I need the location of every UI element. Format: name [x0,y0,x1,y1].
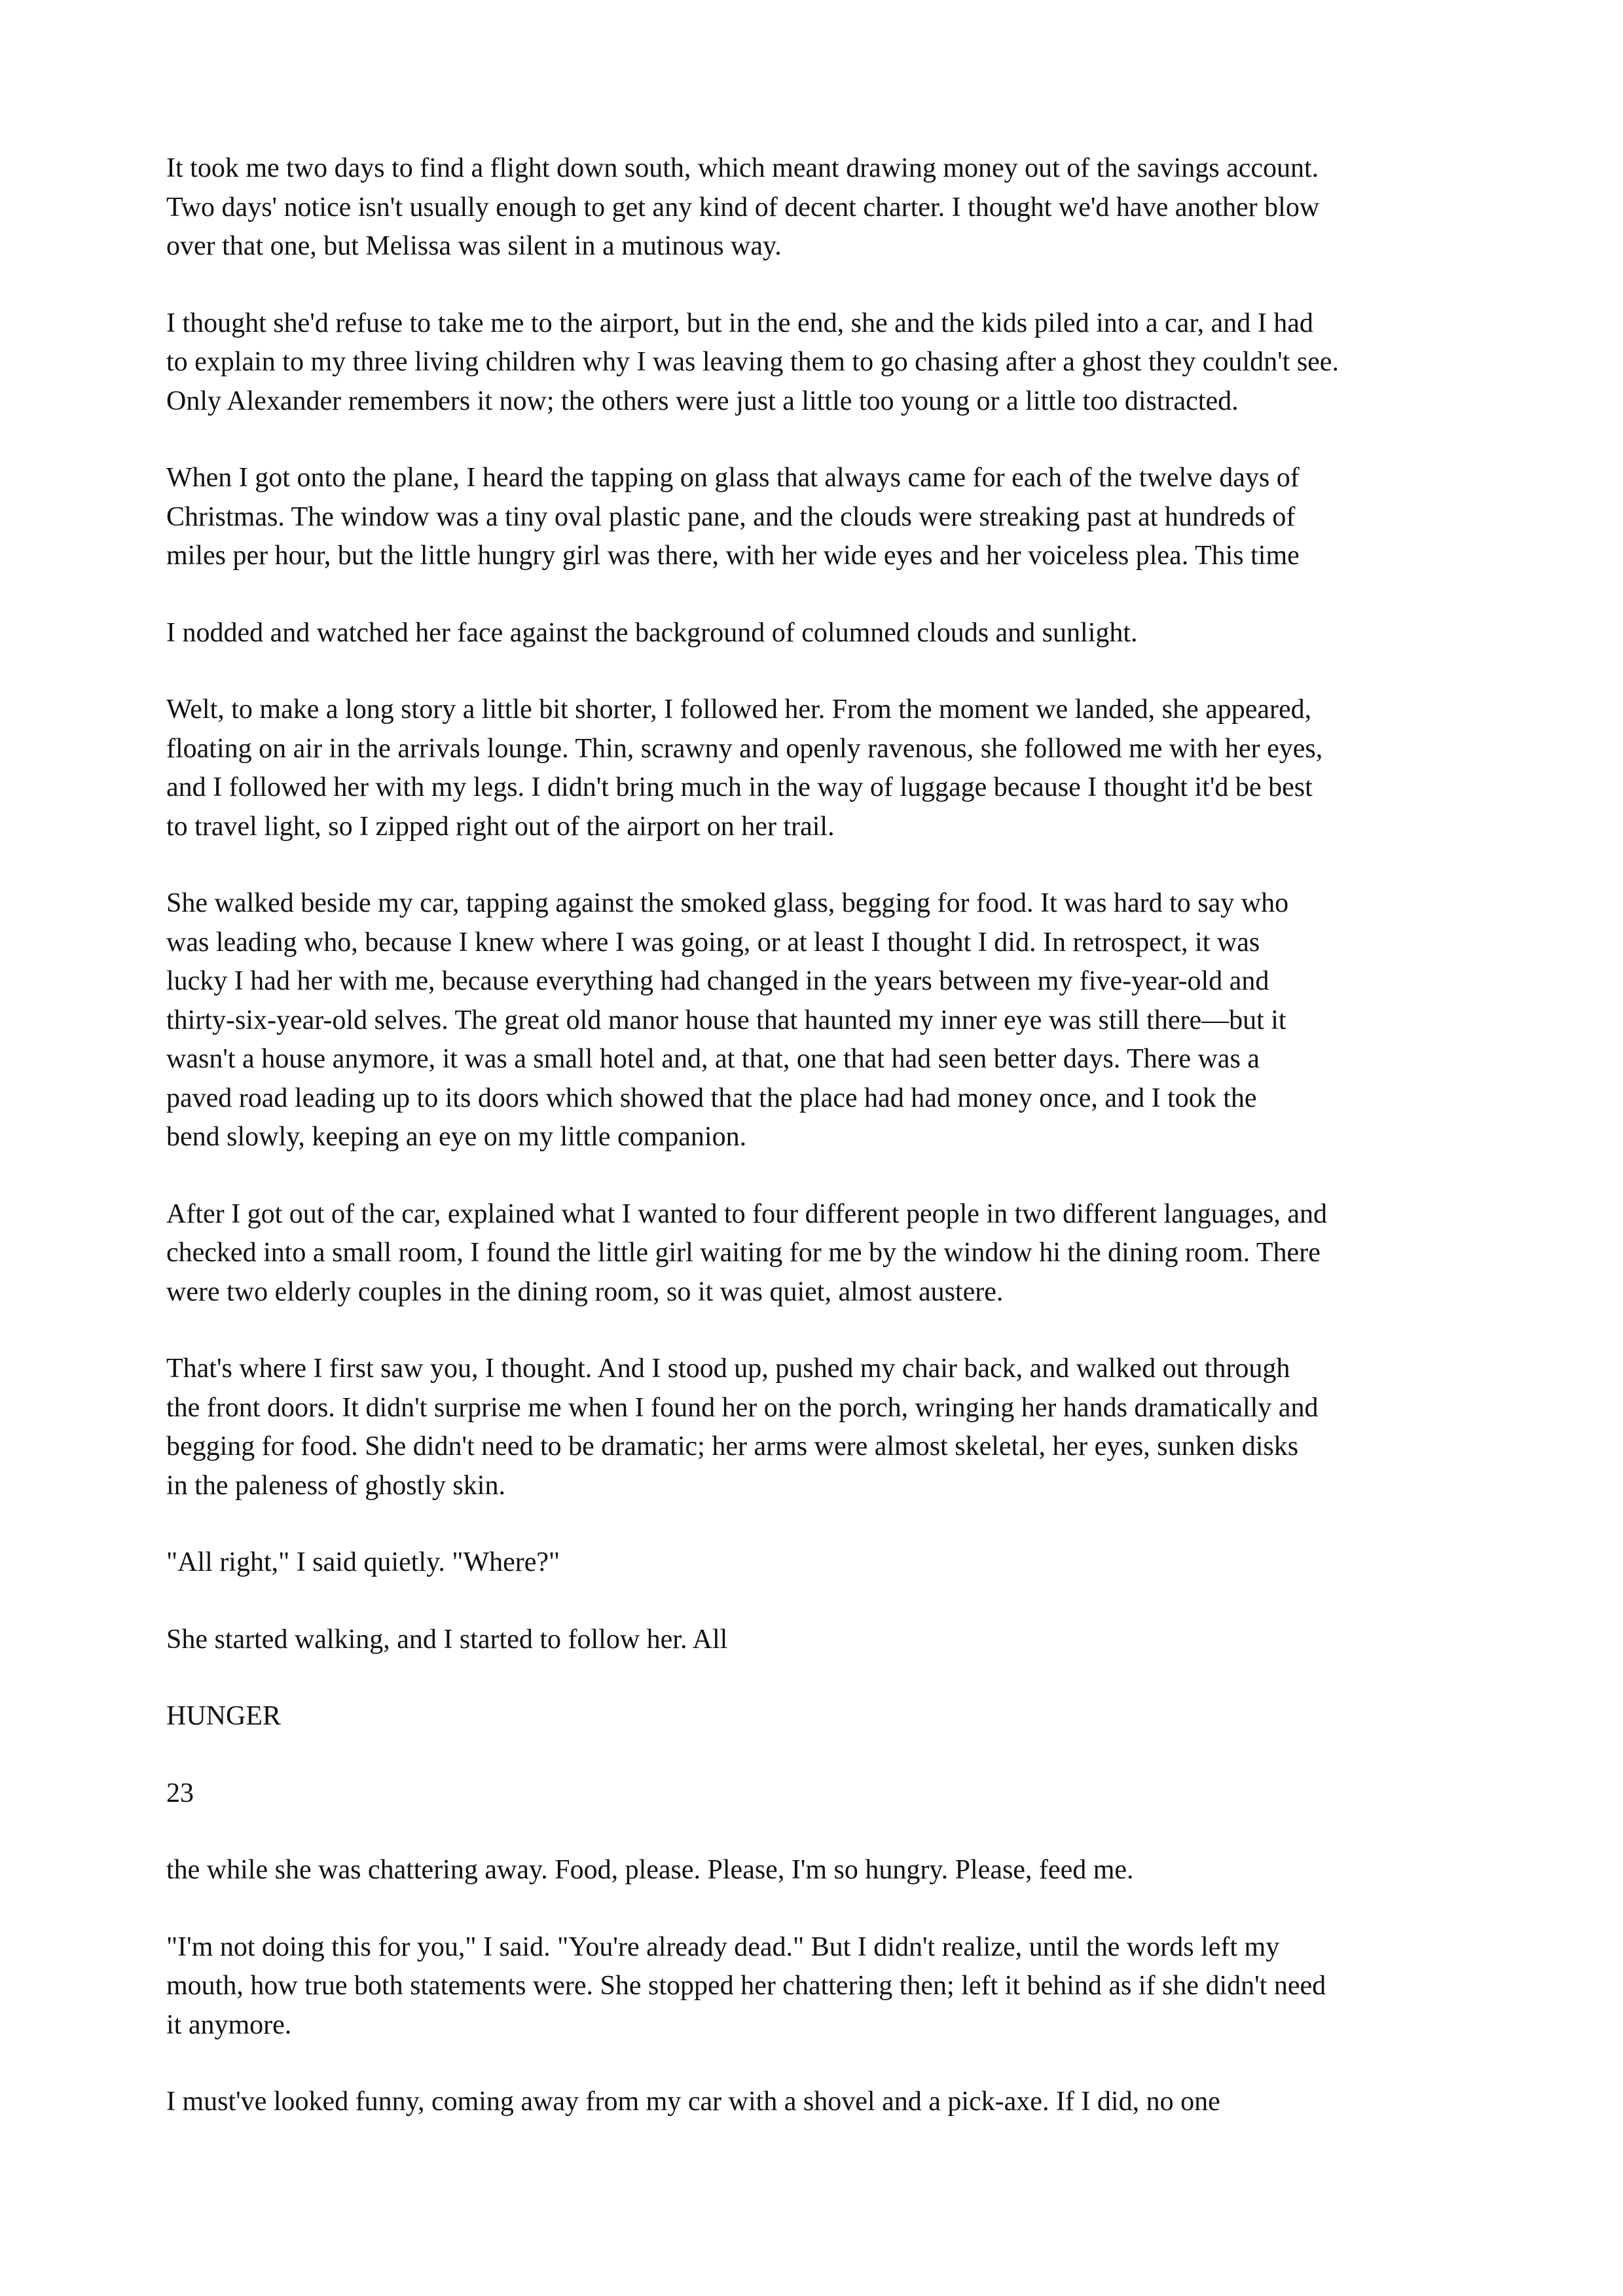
paragraph [166,1350,1476,1505]
text-line: wasn't a house anymore, it was a small hotel and, at that, one that had seen better days. There was a [166,1044,1260,1074]
text-line: paved road leading up to its doors which showed that the place had had money once, and I took the [166,1083,1257,1113]
page-number [166,1774,1476,1814]
text-line: begging for food. She didn't need to be dramatic; her arms were almost skeletal, her eyes, sunken disks [166,1431,1299,1462]
text-line: "I'm not doing this for you," I said. "You're already dead." But I didn't realize, until the words left my [166,1931,1280,1962]
paragraph [166,1851,1476,1890]
text-line: It took me two days to find a flight down south, which meant drawing money out of the savings account. [166,153,1319,183]
text-line: mouth, how true both statements were. She stopped her chattering then; left it behind as if she didn't need [166,1971,1326,2001]
paragraph [166,304,1476,422]
text-line: lucky I had her with me, because everything had changed in the years between my five-year-old and [166,966,1269,996]
text-line: to explain to my three living children why I was leaving them to go chasing after a ghost they couldn't see. [166,347,1339,377]
text-line: were two elderly couples in the dining room, so it was quiet, almost austere. [166,1276,1004,1307]
text-line: over that one, but Melissa was silent in a mutinous way. [166,231,782,261]
text-line: bend slowly, keeping an eye on my little companion. [166,1122,747,1152]
text-line: "All right," I said quietly. "Where?" [166,1547,560,1577]
text-line: Christmas. The window was a tiny oval plastic pane, and the clouds were streaking past at hundreds of [166,501,1296,532]
text-line: checked into a small room, I found the little girl waiting for me by the window hi the dining room. There [166,1238,1321,1268]
text-line: I thought she'd refuse to take me to the airport, but in the end, she and the kids piled into a car, and I had [166,308,1313,338]
text-line: to travel light, so I zipped right out of the airport on her trail. [166,811,835,842]
text-line: That's where I first saw you, I thought. And I stood up, pushed my chair back, and walked out through [166,1354,1290,1384]
text-line: I nodded and watched her face against the background of columned clouds and sunlight. [166,617,1138,648]
text-line: She started walking, and I started to follow her. All [166,1624,728,1655]
text-line: the while she was chattering away. Food, please. Please, I'm so hungry. Please, feed me. [166,1855,1134,1885]
text-line: miles per hour, but the little hungry girl was there, with her wide eyes and her voiceless plea. This time [166,541,1300,571]
paragraph [166,1928,1476,2045]
running-header [166,1697,1476,1736]
text-line: She walked beside my car, tapping against the smoked glass, begging for food. It was hard to say who [166,888,1289,918]
text-line: I must've looked funny, coming away from my car with a shovel and a pick-axe. If I did, no one [166,2087,1220,2117]
text-line: and I followed her with my legs. I didn't bring much in the way of luggage because I thought it'd be best [166,772,1313,802]
document-page [166,149,1476,2160]
text-line: thirty-six-year-old selves. The great old manor house that haunted my inner eye was still there—but it [166,1005,1286,1035]
text-line: it anymore. [166,2009,292,2040]
paragraph [166,884,1476,1157]
paragraph [166,149,1476,266]
paragraph [166,1195,1476,1312]
text-line: Two days' notice isn't usually enough to get any kind of decent charter. I thought we'd have another blow [166,192,1320,223]
paragraph [166,614,1476,653]
paragraph [166,1543,1476,1583]
text-line: Welt, to make a long story a little bit shorter, I followed her. From the moment we landed, she appeared, [166,694,1312,725]
paragraph [166,1621,1476,1660]
text-line: After I got out of the car, explained what I wanted to four different people in two different languages, and [166,1198,1327,1229]
text-line: When I got onto the plane, I heard the tapping on glass that always came for each of the twelve days of [166,463,1300,493]
text-line: in the paleness of ghostly skin. [166,1470,505,1501]
paragraph [166,2083,1476,2122]
running-header-text: HUNGER [166,1701,281,1731]
paragraph [166,459,1476,576]
page-number-text: 23 [166,1778,194,1808]
text-line: floating on air in the arrivals lounge. Thin, scrawny and openly ravenous, she followed me with her eyes, [166,733,1323,764]
text-line: was leading who, because I knew where I was going, or at least I thought I did. In retrospect, it was [166,927,1260,958]
text-line: the front doors. It didn't surprise me when I found her on the porch, wringing her hands dramatically and [166,1392,1319,1423]
paragraph [166,691,1476,846]
text-line: Only Alexander remembers it now; the others were just a little too young or a little too distracted. [166,386,1239,416]
